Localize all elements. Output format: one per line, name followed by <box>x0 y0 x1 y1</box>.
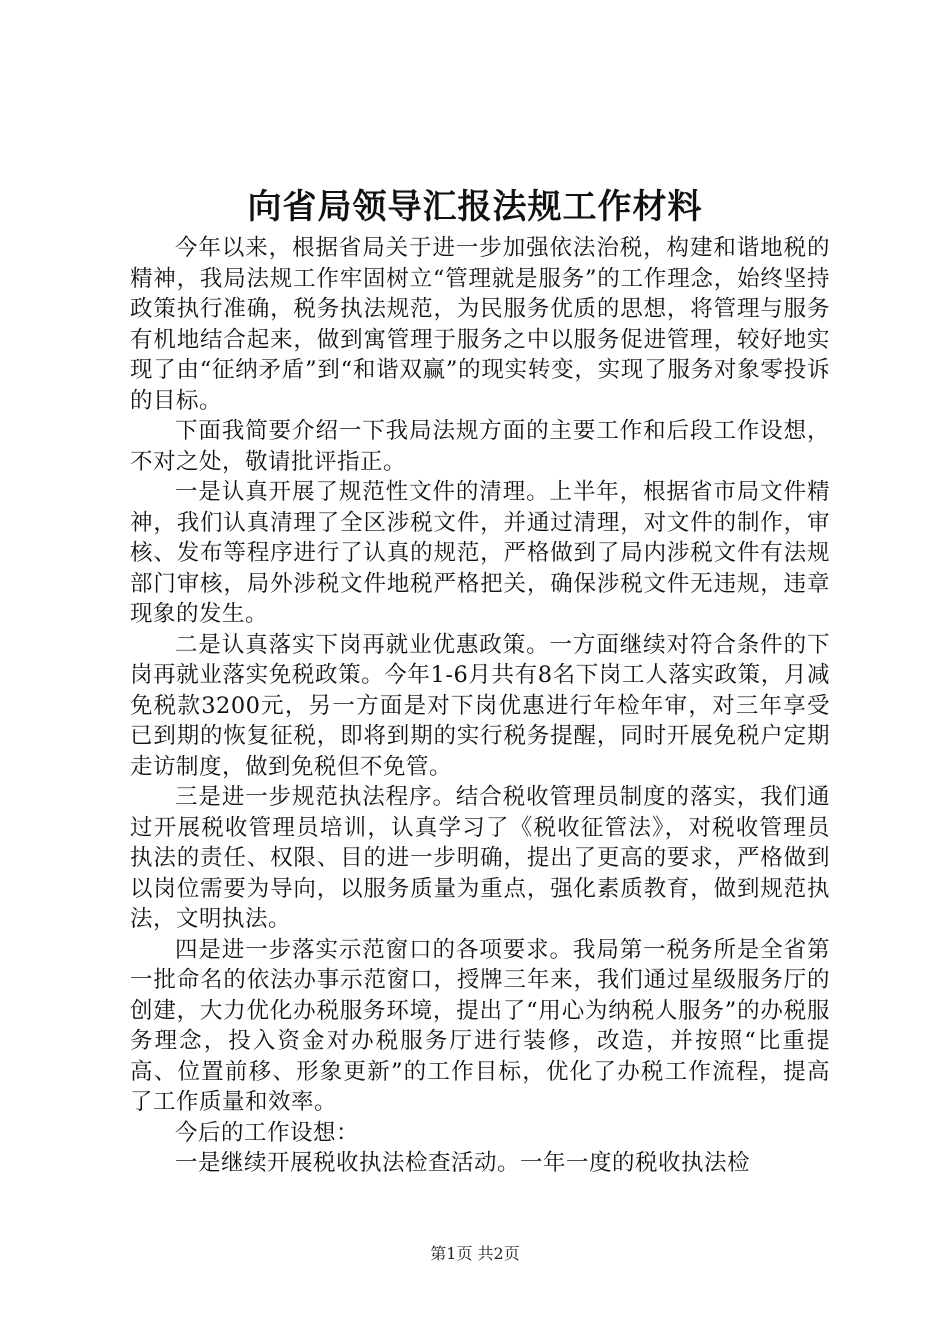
paragraph-item-1: 一是认真开展了规范性文件的清理。上半年，根据省市局文件精神，我们认真清理了全区涉税文件，并通过清理，对文件的制作，审核、发布等程序进行了认真的规范，严格做到了局内涉税文件有法规部门审核，局外涉税文件地税严格把关，确保涉税文件无违规，违章现象的发生。 <box>130 479 830 627</box>
page-footer: 第1页 共2页 <box>430 1244 520 1263</box>
paragraph-item-3: 三是进一步规范执法程序。结合税收管理员制度的落实，我们通过开展税收管理员培训，认真学习了《税收征管法》，对税收管理员执法的责任、权限、目的进一步明确，提出了更高的要求，严格做到以岗位需要为导向，以服务质量为重点，强化素质教育，做到规范执法，文明执法。 <box>130 784 830 932</box>
paragraph-item-2: 二是认真落实下岗再就业优惠政策。一方面继续对符合条件的下岗再就业落实免税政策。今年1-6月共有8名下岗工人落实政策，月减免税款3200元，另一方面是对下岗优惠进行年检年审，对三年享受已到期的恢复征税，即将到期的实行税务提醒，同时开展免税户定期走访制度，做到免税但不免管。 <box>130 631 830 780</box>
document-body <box>130 233 830 1179</box>
paragraph-item-4: 四是进一步落实示范窗口的各项要求。我局第一税务所是全省第一批命名的依法办事示范窗口，授牌三年来，我们通过星级服务厅的创建，大力优化办税服务环境，提出了“用心为纳税人服务”的办税服务理念，投入资金对办税服务厅进行装修，改造，并按照“比重提高、位置前移、形象更新”的工作目标，优化了办税工作流程，提高了工作质量和效率。 <box>130 936 830 1115</box>
paragraph-plan-1: 一是继续开展税收执法检查活动。一年一度的税收执法检 <box>175 1150 751 1176</box>
paragraph-plans-heading: 今后的工作设想： <box>175 1119 360 1146</box>
document-title: 向省局领导汇报法规工作材料 <box>247 187 703 227</box>
paragraph-intro: 今年以来，根据省局关于进一步加强依法治税，构建和谐地税的精神，我局法规工作牢固树立“管理就是服务”的工作理念，始终坚持政策执行准确，税务执法规范，为民服务优质的思想，将管理与服务有机地结合起来，做到寓管理于服务之中以服务促进管理，较好地实现了由“征纳矛盾”到“和谐双赢”的现实转变，实现了服务对象零投诉的目标。 <box>130 235 830 414</box>
paragraph-overview: 下面我简要介绍一下我局法规方面的主要工作和后段工作设想，不对之处，敬请批评指正。 <box>130 418 830 475</box>
